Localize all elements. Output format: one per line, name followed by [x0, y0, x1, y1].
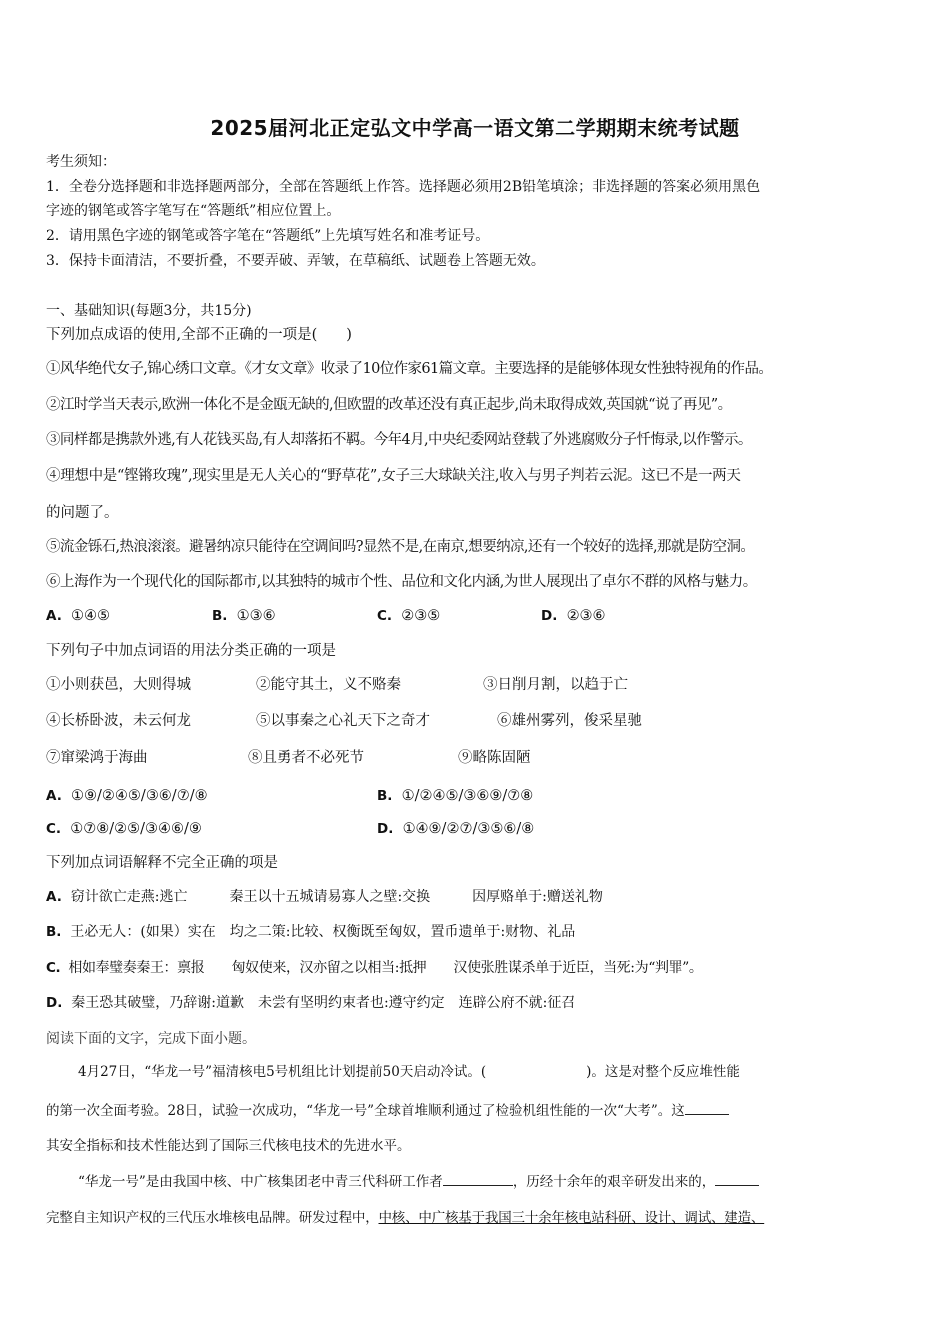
- q2-option-c[interactable]: [46, 819, 202, 839]
- option-value: ①④⑨/②⑦/③⑤⑥/⑧: [402, 821, 535, 837]
- q1-item: ③同样都是携款外逃,有人花钱买岛,有人却落拓不羁。今年4月,中央纪委网站登载了外逃腐败分子忏悔录,以作警示。: [46, 432, 752, 448]
- q2-option-b[interactable]: [377, 786, 533, 806]
- q1-item: ⑤流金铄石,热浪滚滚。避暑纳凉只能待在空调间吗?显然不是,在南京,想要纳凉,还有一个较好的选择,那就是防空洞。: [46, 539, 755, 555]
- option-key: D.: [377, 821, 394, 837]
- option-key: D.: [46, 995, 63, 1011]
- q2-sentence: ④长桥卧波，未云何龙: [46, 713, 191, 729]
- page-title: 2025届河北正定弘文中学高一语文第二学期期末统考试题: [210, 116, 740, 140]
- q2-sentence: ⑧且勇者不必死节: [248, 750, 364, 766]
- option-value: 秦王恐其破璧，乃辞谢:道歉 未尝有坚明约束者也:遵守约定 连辟公府不就:征召: [71, 995, 576, 1011]
- reading-paragraph-1-cont: [46, 1100, 729, 1121]
- fill-blank[interactable]: [715, 1171, 759, 1186]
- q2-sentence: ⑤以事秦之心礼天下之奇才: [256, 713, 430, 729]
- option-value: ②③⑥: [566, 608, 606, 624]
- fill-blank[interactable]: [685, 1100, 729, 1115]
- q3-option-d[interactable]: [46, 993, 575, 1013]
- q1-item: ②江时学当天表示,欧洲一体化不是金瓯无缺的,但欧盟的改革还没有真正起步,尚未取得成效,英国就“说了再见”。: [46, 397, 732, 413]
- option-value: ①/②④⑤/③⑥⑨/⑦⑧: [401, 788, 534, 804]
- reading-text: 4月27日，“华龙一号”福清核电5号机组比计划提前50天启动冷试。(: [78, 1064, 487, 1080]
- option-value: ①⑨/②④⑤/③⑥/⑦/⑧: [71, 788, 208, 804]
- option-key: A.: [46, 608, 62, 624]
- option-value: 王必无人：(如果）实在 均之二策:比较、权衡既至匈奴，置币遗单于:财物、礼品: [70, 924, 576, 940]
- reading-text: 完整自主知识产权的三代压水堆核电品牌。研发过程中，: [46, 1210, 379, 1226]
- reading-text: “华龙一号”是由我国中核、中广核集团老中青三代科研工作者: [78, 1174, 443, 1190]
- notice-line-1b: 字迹的钢笔或答字笔写在“答题纸”相应位置上。: [46, 203, 341, 219]
- reading-intro: 阅读下面的文字，完成下面小题。: [46, 1031, 256, 1047]
- option-key: C.: [46, 821, 62, 837]
- option-key: B.: [46, 924, 62, 940]
- q1-item: ①风华绝代女子,锦心绣口文章。《才女文章》收录了10位作家61篇文章。主要选择的是能够体现女性独特视角的作品。: [46, 361, 773, 377]
- option-value: ①④⑤: [71, 608, 111, 624]
- q3-stem: 下列加点词语解释不完全正确的项是: [46, 855, 278, 871]
- q3-option-b[interactable]: [46, 922, 575, 942]
- reading-text: 的第一次全面考验。28日，试验一次成功，“华龙一号”全球首堆顺利通过了检验机组性能的一次“大考”。这: [46, 1103, 685, 1119]
- option-key: C.: [377, 608, 393, 624]
- underlined-sentence: 中核、中广核基于我国三十余年核电站科研、设计、调试、建造、: [378, 1210, 765, 1226]
- q2-sentence: ②能守其土，义不赂秦: [256, 677, 401, 693]
- q1-item: 的问题了。: [46, 505, 119, 521]
- option-value: ①⑦⑧/②⑤/③④⑥/⑨: [70, 821, 202, 837]
- q1-item: ⑥上海作为一个现代化的国际都市,以其独特的城市个性、品位和文化内涵,为世人展现出了卓尔不群的风格与魅力。: [46, 574, 757, 590]
- option-key: C.: [46, 960, 61, 976]
- option-key: B.: [212, 608, 228, 624]
- fill-blank[interactable]: [443, 1171, 513, 1186]
- q2-sentence: ⑥雄州雾列，俊采星驰: [497, 713, 642, 729]
- q2-sentence: ⑨略陈固陋: [458, 750, 531, 766]
- reading-text: ，历经十余年的艰辛研发出来的，: [512, 1174, 716, 1190]
- q2-sentence: ①小则获邑，大则得城: [46, 677, 191, 693]
- q1-item: ④理想中是“铿锵玫瑰”,现实里是无人关心的“野草花”,女子三大球缺关注,收入与男子判若云泥。这已不是一两天: [46, 468, 741, 484]
- notice-line-3: 3．保持卡面清洁，不要折叠，不要弄破、弄皱，在草稿纸、试题卷上答题无效。: [46, 253, 545, 269]
- option-key: A.: [46, 889, 62, 905]
- q1-option-c[interactable]: [377, 606, 440, 626]
- option-value: ①③⑥: [236, 608, 276, 624]
- q1-option-a[interactable]: [46, 606, 110, 626]
- notice-line-2: 2．请用黑色字迹的钢笔或答字笔在“答题纸”上先填写姓名和准考证号。: [46, 228, 490, 244]
- option-value: 窃计欲亡走燕:逃亡 秦王以十五城请易寡人之壁:交换 因厚赂单于:赠送礼物: [70, 889, 603, 905]
- option-key: A.: [46, 788, 62, 804]
- q3-option-c[interactable]: [46, 958, 703, 978]
- notice-line-1a: 1．全卷分选择题和非选择题两部分，全部在答题纸上作答。选择题必须用2B铅笔填涂；非选择题的答案必须用黑色: [46, 179, 761, 195]
- section-heading: 一、基础知识(每题3分，共15分): [46, 303, 252, 319]
- q2-sentence: ⑦窜梁鸿于海曲: [46, 750, 148, 766]
- option-value: 相如奉璧奏秦王：禀报 匈奴使来，汉亦留之以相当:抵押 汉使张胜谋杀单于近臣，当死:为“判罪”。: [68, 960, 703, 976]
- q2-sentence: ③日削月割，以趋于亡: [483, 677, 628, 693]
- q1-option-b[interactable]: [212, 606, 276, 626]
- reading-paragraph-2-cont: [46, 1208, 764, 1228]
- option-key: D.: [541, 608, 558, 624]
- reading-text: )。这是对整个反应堆性能: [586, 1064, 740, 1080]
- q1-option-d[interactable]: [541, 606, 606, 626]
- reading-paragraph-2: [78, 1171, 759, 1192]
- reading-paragraph-1: [78, 1062, 740, 1082]
- q1-stem: 下列加点成语的使用,全部不正确的一项是( ): [46, 327, 352, 343]
- q2-stem: 下列句子中加点词语的用法分类正确的一项是: [46, 643, 336, 659]
- notice-heading: 考生须知：: [46, 154, 116, 170]
- q2-option-d[interactable]: [377, 819, 534, 839]
- option-key: B.: [377, 788, 393, 804]
- q2-option-a[interactable]: [46, 786, 208, 806]
- q3-option-a[interactable]: [46, 887, 603, 907]
- option-value: ②③⑤: [401, 608, 441, 624]
- reading-paragraph-1-end: 其安全指标和技术性能达到了国际三代核电技术的先进水平。: [46, 1138, 411, 1154]
